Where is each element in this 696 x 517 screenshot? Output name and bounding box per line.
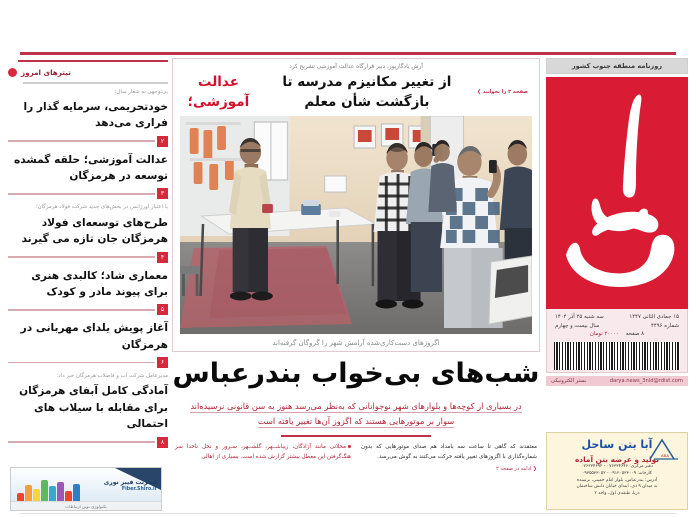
- headline-kicker: با اعتبار اورژانس در بخش‌های جدید شرکت فولاد هرمزگان؛: [35, 204, 168, 211]
- headline-rule: [8, 441, 155, 443]
- main-sub-line-2: سوار بر موتورهایی هستند که اگزوز آن‌ها تغییر یافته است: [257, 415, 455, 426]
- today-headlines-label: تیترهای امروز: [21, 68, 71, 77]
- read-more-link[interactable]: صفحه ۳ را بخوانید ❯: [476, 88, 528, 95]
- ad-contact-line: کارخانه: ۰۹۱۲۰۵۳۳۰۰۹ - ۰۹۳۵۵۳۳۰۵۲: [582, 470, 652, 476]
- headline-footer: [8, 252, 168, 263]
- website-label: بستر الکترونیکی: [551, 377, 587, 384]
- headline-title[interactable]: آمادگی کامل آبفای هرمزگان برای مقابله با سیلاب های احتمالی: [19, 385, 168, 431]
- darya-wordmark-icon: [546, 77, 688, 309]
- page-number-badge: ۴: [157, 252, 168, 263]
- headline-footer: [8, 437, 168, 448]
- headline-rule: [8, 309, 155, 311]
- issue-number: شماره ۴۴۹۶: [650, 322, 679, 329]
- headline-rule: [8, 140, 155, 142]
- ad-footer-bar: [11, 501, 161, 510]
- ad-title: آبا بتن ساحل: [581, 438, 653, 451]
- bottom-divider: [20, 513, 676, 514]
- headline-footer: [8, 357, 168, 368]
- headline-rule: [8, 362, 155, 364]
- barcode-image: [554, 342, 680, 370]
- body-column-right: [175, 443, 351, 474]
- bullet-dot-icon: [8, 68, 17, 77]
- top-divider: [20, 52, 676, 55]
- headline-rule: [8, 193, 155, 195]
- ad-address-line: دریا، طبقه‌ی اول، واحد ۲: [594, 491, 640, 497]
- lead-story-photo: [180, 116, 532, 334]
- issue-date-row: [552, 313, 682, 322]
- issue-number-row: [552, 322, 682, 331]
- page-number-badge: ۸: [157, 437, 168, 448]
- main-story-rule: [281, 435, 431, 437]
- headline-kicker: بی‌توجهی به شعار سال؛: [114, 88, 168, 95]
- page-number-badge: ۵: [157, 304, 168, 315]
- headline-title[interactable]: طرح‌های توسعه‌ای فولاد هرمزگان جان تازه می گیرند: [21, 216, 168, 246]
- body-column-left: [361, 443, 537, 474]
- main-story-subheadline: [172, 399, 540, 428]
- masthead-website-bar[interactable]: [546, 376, 688, 386]
- aba-beton-logo-icon: [648, 437, 682, 461]
- lead-story-headline[interactable]: [180, 73, 532, 112]
- issue-date-lunar: ۱۵ جمادی الثانی ۱۴۴۷: [629, 314, 679, 320]
- main-story-headline[interactable]: شب‌های بی‌خواب بندرعباس: [172, 358, 540, 390]
- advertisement-aba-beton[interactable]: [546, 432, 688, 510]
- ad-brand-block: [104, 479, 157, 493]
- lead-story-block: [172, 58, 540, 352]
- ad-footer-text: تکنولوژی نوین ارتباطات: [65, 504, 107, 509]
- issue-pages-price-row: [552, 330, 682, 339]
- today-headlines-tag: [8, 68, 168, 77]
- issue-pages: ۸ صفحه: [625, 331, 645, 338]
- ad-address-line: آدرس: بندرعباس، بلوار امام خمینی، نرسیده: [576, 477, 658, 483]
- headline-title[interactable]: معماری شاد؛ کالبدی هنری برای پیوند مادر و کودک: [31, 269, 168, 298]
- ad-brand-fa: اینترنت فیبر نوری: [103, 479, 157, 486]
- sidebar-headline-item[interactable]: [8, 268, 168, 316]
- page-number-badge: ۳: [157, 188, 168, 199]
- masthead-tagline: روزنامه منطقه جنوب کشور: [546, 58, 688, 74]
- headline-footer: [8, 136, 168, 147]
- body-text-right: محلاتی مانند آزادگان، زیباشــهر، گلشــهر، سـرور و نخل ناخدا سر هنگ‌گرفتن این معطل بیشتر گزارش شده است. بسیاری از اهالی: [175, 444, 351, 460]
- masthead-issue-info: [546, 309, 688, 373]
- masthead-column: [546, 58, 688, 386]
- svg-text:ABA: ABA: [660, 453, 670, 458]
- sidebar-headline-item[interactable]: [8, 373, 168, 448]
- sidebar-headline-item[interactable]: [8, 320, 168, 368]
- main-content-column: [172, 58, 540, 510]
- sidebar-top-rule: [18, 60, 168, 62]
- issue-year: سال بیست و چهارم: [555, 322, 600, 329]
- photo-caption: اگزوزهای دست‌کاری‌شده آرامش شهر را گروگان گرفته‌اند: [272, 339, 440, 348]
- headline-title[interactable]: عدالت آموزشی؛ حلقه گمشده توسعه در هرمزگان: [14, 153, 168, 183]
- advertisement-fiber-internet[interactable]: [10, 467, 162, 511]
- page-number-badge: ۶: [157, 357, 168, 368]
- headline-rule: [8, 256, 155, 258]
- sidebar-headline-item[interactable]: [8, 89, 168, 147]
- ad-contact-line: دفتر مرکزی: ۰۷۶۳۳۴۶۴۶ - ۰۷۶۳۳۴۶۹۲: [581, 464, 653, 469]
- sidebar-headline-item[interactable]: [8, 152, 168, 200]
- lead-story-kicker: آرش یادگارپور، دبیر قرارگاه عدالت آموزشی تشریح کرد: [289, 64, 423, 70]
- continue-link[interactable]: ❮ ادامه در صفحه ۲: [496, 466, 537, 473]
- headline-title[interactable]: خودتحریمی، سرمایه گذار را فراری می‌دهد: [23, 100, 168, 130]
- photo-illustration: [180, 116, 532, 334]
- lead-headline-rest: از تغییر مکانیزم مدرسه تا بازگشت شأن معلم: [282, 74, 452, 110]
- headline-footer: [8, 188, 168, 199]
- sidebar-separator: [23, 82, 168, 84]
- sidebar-headline-item[interactable]: [8, 204, 168, 262]
- lead-headline-accent: عدالت آموزشی؛: [187, 74, 250, 110]
- masthead-logo: [546, 77, 688, 309]
- issue-date-solar: سه شنبه ۲۵ آذر ۱۴۰۴: [555, 314, 604, 320]
- bullet-dot-icon: [348, 445, 351, 448]
- headline-kicker: مدیرعامل شرکت آب و فاضلاب هرمزگان خبر داد؛: [56, 373, 168, 380]
- ad-address-line: به میدان ۹ دی، ابتدای خیابان دانش ساختمان: [576, 484, 658, 490]
- ad-subtitle: تولید و عرضه بتن آماده: [574, 455, 660, 464]
- main-story-body: [172, 443, 540, 474]
- headline-footer: [8, 304, 168, 315]
- page-number-badge: ۲: [157, 136, 168, 147]
- headlines-sidebar: [8, 60, 168, 510]
- issue-price: ۲۰۰۰۰ تومان: [589, 331, 619, 338]
- headline-title[interactable]: آغاز پویش یلدای مهربانی در هرمزگان: [20, 322, 168, 351]
- body-text-left: معتقدند که گاهی تا ساعت سه بامداد هم صدای موتورهایی که بدون شماره‌گذاری با اگزوزهای تغییر یافته حرکت می‌کنند به گوش می‌رسد.: [361, 444, 537, 460]
- ad-brand-url: Fiber.Shiro.ir: [121, 486, 157, 492]
- main-sub-line-1: در بسیاری از کوچه‌ها و بلوارهای شهر نوجوانانی که به‌نظر می‌رسد هنوز به سن قانونی نرسیده‌اند: [190, 401, 522, 412]
- website-url[interactable]: darya.news_3nld@rdist.com: [609, 377, 683, 384]
